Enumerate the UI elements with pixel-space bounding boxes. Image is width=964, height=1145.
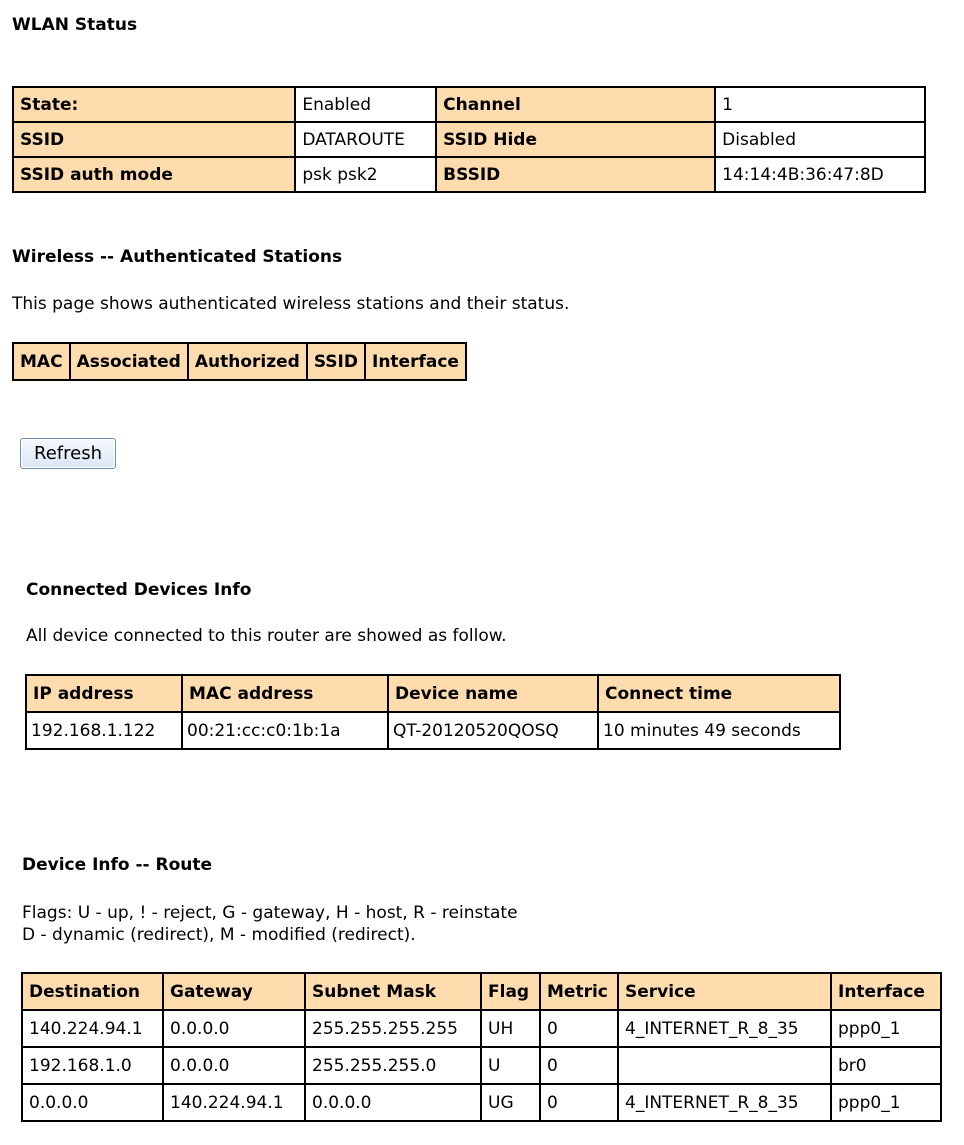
route-interface: br0: [831, 1047, 941, 1084]
auth-stations-table: [12, 342, 467, 381]
header-flag: Flag: [481, 973, 540, 1010]
route-destination: 0.0.0.0: [22, 1084, 163, 1121]
route-subnet-mask: 255.255.255.0: [305, 1047, 481, 1084]
ssid-hide-label: SSID Hide: [436, 122, 715, 157]
channel-label: Channel: [436, 87, 715, 122]
table-row: [13, 122, 925, 157]
route-flag: U: [481, 1047, 540, 1084]
device-connect-time: 10 minutes 49 seconds: [598, 712, 840, 749]
route-gateway: 0.0.0.0: [163, 1047, 305, 1084]
route-table: [21, 972, 942, 1122]
route-info-title: Device Info -- Route: [22, 855, 213, 875]
header-interface: Interface: [831, 973, 941, 1010]
table-row: [22, 1084, 941, 1121]
route-metric: 0: [540, 1084, 618, 1121]
header-mac-address: MAC address: [182, 675, 388, 712]
header-connect-time: Connect time: [598, 675, 840, 712]
route-flag: UH: [481, 1010, 540, 1047]
ssid-auth-mode-label: SSID auth mode: [13, 157, 295, 192]
header-subnet-mask: Subnet Mask: [305, 973, 481, 1010]
route-metric: 0: [540, 1010, 618, 1047]
device-ip: 192.168.1.122: [26, 712, 182, 749]
header-destination: Destination: [22, 973, 163, 1010]
route-gateway: 0.0.0.0: [163, 1010, 305, 1047]
table-header-row: [13, 343, 466, 380]
route-service: 4_INTERNET_R_8_35: [618, 1010, 831, 1047]
table-row: [13, 87, 925, 122]
table-header-row: [22, 973, 941, 1010]
route-service: [618, 1047, 831, 1084]
route-metric: 0: [540, 1047, 618, 1084]
bssid-value: 14:14:4B:36:47:8D: [715, 157, 925, 192]
channel-value: 1: [715, 87, 925, 122]
route-gateway: 140.224.94.1: [163, 1084, 305, 1121]
device-mac: 00:21:cc:c0:1b:1a: [182, 712, 388, 749]
connected-devices-title: Connected Devices Info: [26, 580, 252, 600]
header-service: Service: [618, 973, 831, 1010]
auth-stations-description: This page shows authenticated wireless stations and their status.: [12, 294, 570, 314]
header-mac: MAC: [13, 343, 70, 380]
table-row: [22, 1010, 941, 1047]
table-row: [22, 1047, 941, 1084]
wlan-status-table: [12, 86, 926, 193]
header-ssid: SSID: [307, 343, 365, 380]
ssid-value: DATAROUTE: [295, 122, 436, 157]
route-subnet-mask: 255.255.255.255: [305, 1010, 481, 1047]
table-row: [26, 712, 840, 749]
table-row: [13, 157, 925, 192]
route-destination: 140.224.94.1: [22, 1010, 163, 1047]
route-service: 4_INTERNET_R_8_35: [618, 1084, 831, 1121]
state-value: Enabled: [295, 87, 436, 122]
state-label: State:: [13, 87, 295, 122]
bssid-label: BSSID: [436, 157, 715, 192]
ssid-label: SSID: [13, 122, 295, 157]
table-header-row: [26, 675, 840, 712]
header-device-name: Device name: [388, 675, 598, 712]
route-flag: UG: [481, 1084, 540, 1121]
route-destination: 192.168.1.0: [22, 1047, 163, 1084]
route-interface: ppp0_1: [831, 1084, 941, 1121]
connected-devices-table: [25, 674, 841, 750]
route-subnet-mask: 0.0.0.0: [305, 1084, 481, 1121]
header-associated: Associated: [70, 343, 188, 380]
connected-devices-description: All device connected to this router are showed as follow.: [26, 626, 507, 646]
header-metric: Metric: [540, 973, 618, 1010]
device-name: QT-20120520QOSQ: [388, 712, 598, 749]
route-interface: ppp0_1: [831, 1010, 941, 1047]
refresh-button[interactable]: Refresh: [20, 438, 116, 469]
route-flags-line-1: Flags: U - up, ! - reject, G - gateway, H - host, R - reinstate: [22, 903, 518, 923]
route-flags-line-2: D - dynamic (redirect), M - modified (redirect).: [22, 925, 416, 945]
ssid-auth-mode-value: psk psk2: [295, 157, 436, 192]
ssid-hide-value: Disabled: [715, 122, 925, 157]
header-ip-address: IP address: [26, 675, 182, 712]
header-interface: Interface: [365, 343, 466, 380]
wlan-status-title: WLAN Status: [12, 15, 138, 35]
auth-stations-title: Wireless -- Authenticated Stations: [12, 247, 343, 267]
header-gateway: Gateway: [163, 973, 305, 1010]
header-authorized: Authorized: [188, 343, 307, 380]
